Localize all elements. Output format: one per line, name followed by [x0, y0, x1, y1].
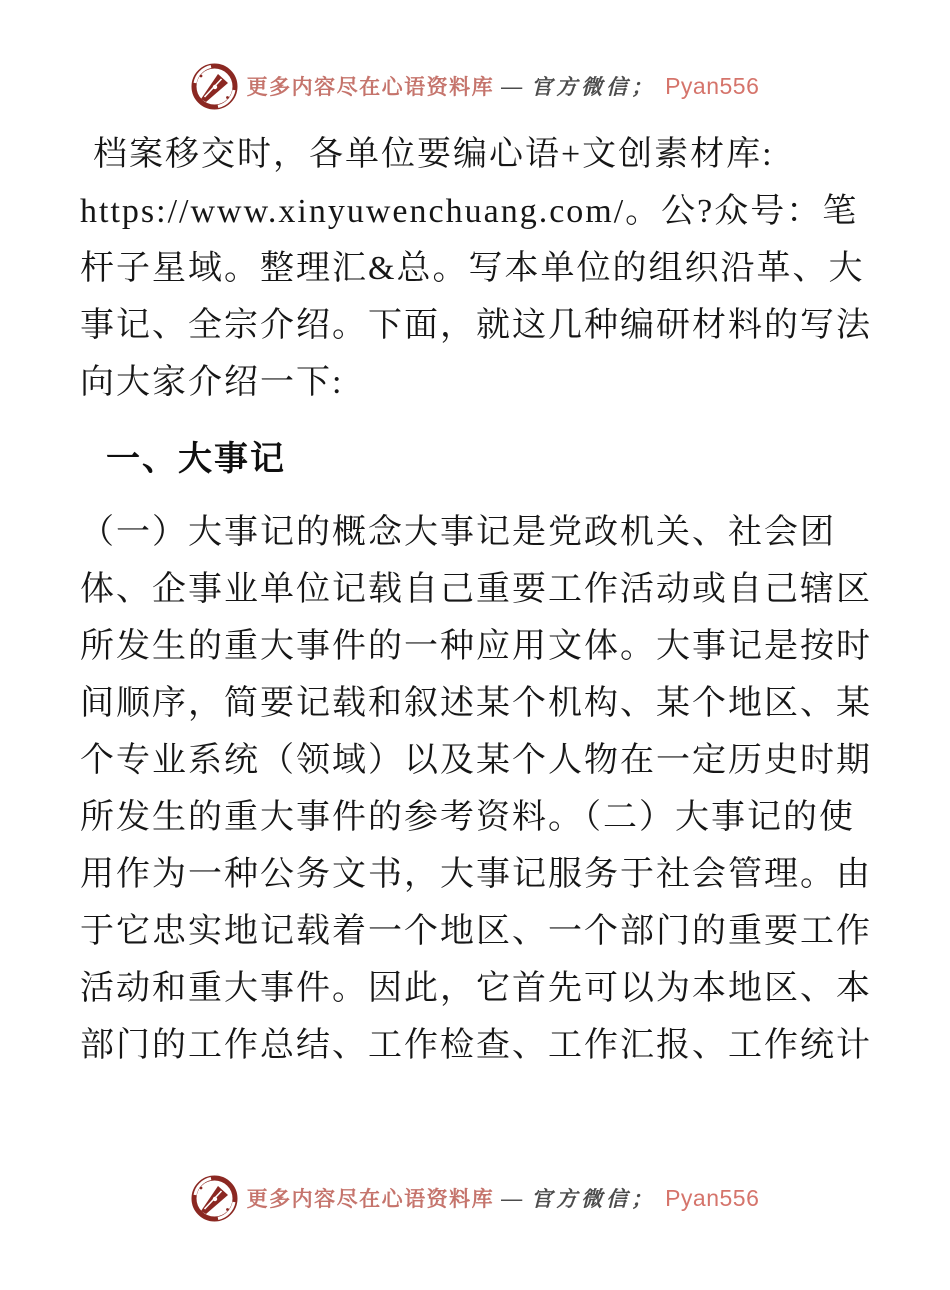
- wechat-id: Pyan556: [665, 72, 760, 99]
- brand-dash: —: [501, 73, 523, 98]
- dashiji-paragraph: [80, 504, 872, 1074]
- brand-dash: —: [501, 1185, 523, 1210]
- brand-tagline: 更多内容尽在心语资料库: [246, 1187, 495, 1211]
- text-line: 用作为一种公务文书，大事记服务于社会管理。由: [80, 856, 872, 893]
- text-line: 事记、全宗介绍。下面，就这几种编研材料的写法: [80, 307, 872, 344]
- text-line-url: https://www.xinyuwenchuang.com/。公?众号：笔: [80, 193, 859, 230]
- document-body: [0, 112, 950, 1074]
- wechat-label: 官方微信；: [531, 1187, 657, 1211]
- wechat-id: Pyan556: [665, 1184, 760, 1211]
- intro-paragraph: [80, 126, 872, 411]
- text-line: 所发生的重大事件的一种应用文体。大事记是按时: [80, 628, 872, 665]
- text-line: 间顺序，简要记载和叙述某个机构、某个地区、某: [80, 685, 872, 722]
- wechat-label: 官方微信；: [531, 75, 657, 99]
- text-line: 体、企事业单位记载自己重要工作活动或自己辖区: [80, 571, 872, 608]
- document-page: [0, 60, 950, 1290]
- text-line: 杆子星域。整理汇&总。写本单位的组织沿革、大: [80, 250, 865, 287]
- section-heading-dashiji: 一、大事记: [106, 441, 286, 478]
- text-line: 向大家介绍一下:: [80, 364, 344, 401]
- pen-nib-logo-icon: [191, 63, 238, 110]
- text-line: 于它忠实地记载着一个地区、一个部门的重要工作: [80, 913, 872, 950]
- header-brand-banner: [0, 60, 950, 112]
- text-line: 个专业系统（领域）以及某个人物在一定历史时期: [80, 742, 872, 779]
- text-line: （一）大事记的概念大事记是党政机关、社会团: [80, 514, 836, 551]
- brand-tagline: 更多内容尽在心语资料库: [246, 75, 495, 99]
- text-line: 档案移交时，各单位要编心语+文创素材库:: [93, 136, 774, 173]
- pen-nib-logo-icon: [191, 1175, 238, 1222]
- text-line: 部门的工作总结、工作检查、工作汇报、工作统计: [80, 1027, 872, 1064]
- footer-brand-banner: [0, 1172, 950, 1224]
- text-line: 活动和重大事件。因此，它首先可以为本地区、本: [80, 970, 872, 1007]
- text-line: 所发生的重大事件的参考资料。（二）大事记的使: [80, 799, 855, 836]
